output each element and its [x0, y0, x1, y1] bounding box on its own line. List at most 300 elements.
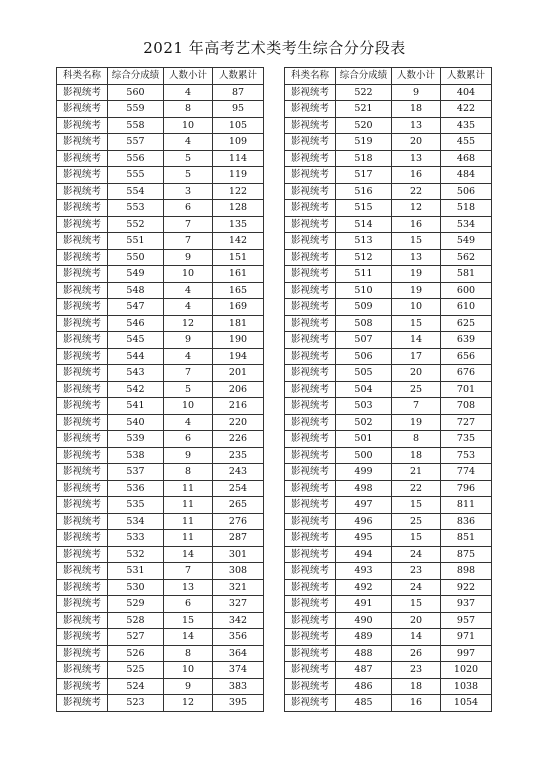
cell-score: 515: [336, 200, 392, 217]
cell-score: 534: [108, 513, 164, 530]
cell-count: 15: [392, 497, 441, 514]
cell-count: 5: [164, 150, 213, 167]
cell-cumulative: 151: [213, 249, 264, 266]
cell-score: 552: [108, 216, 164, 233]
cell-cumulative: 243: [213, 464, 264, 481]
cell-cumulative: 1038: [441, 678, 492, 695]
cell-count: 22: [392, 480, 441, 497]
cell-score: 490: [336, 612, 392, 629]
table-row: [57, 497, 264, 514]
cell-score: 499: [336, 464, 392, 481]
cell-count: 4: [164, 282, 213, 299]
cell-score: 491: [336, 596, 392, 613]
cell-count: 6: [164, 596, 213, 613]
cell-cumulative: 549: [441, 233, 492, 250]
cell-score: 551: [108, 233, 164, 250]
cell-count: 12: [164, 315, 213, 332]
cell-category: 影视统考: [57, 447, 108, 464]
cell-count: 8: [164, 101, 213, 118]
cell-count: 19: [392, 414, 441, 431]
cell-category: 影视统考: [285, 431, 336, 448]
table-row: [285, 381, 492, 398]
cell-category: 影视统考: [57, 381, 108, 398]
cell-score: 557: [108, 134, 164, 151]
table-row: [285, 695, 492, 712]
cell-count: 23: [392, 662, 441, 679]
table-row: [285, 200, 492, 217]
cell-count: 15: [392, 233, 441, 250]
cell-category: 影视统考: [57, 530, 108, 547]
table-row: [285, 365, 492, 382]
table-row: [285, 629, 492, 646]
cell-category: 影视统考: [57, 596, 108, 613]
table-row: [57, 612, 264, 629]
cell-cumulative: 656: [441, 348, 492, 365]
cell-score: 506: [336, 348, 392, 365]
table-row: [57, 167, 264, 184]
cell-count: 7: [392, 398, 441, 415]
table-row: [285, 150, 492, 167]
cell-cumulative: 708: [441, 398, 492, 415]
table-row: [285, 183, 492, 200]
cell-category: 影视统考: [285, 381, 336, 398]
cell-category: 影视统考: [285, 315, 336, 332]
table-row: [285, 645, 492, 662]
table-row: [285, 447, 492, 464]
table-row: [285, 612, 492, 629]
cell-count: 4: [164, 84, 213, 101]
cell-count: 11: [164, 530, 213, 547]
cell-cumulative: 922: [441, 579, 492, 596]
table-row: [285, 266, 492, 283]
table-row: [57, 546, 264, 563]
cell-count: 16: [392, 216, 441, 233]
cell-count: 4: [164, 414, 213, 431]
cell-score: 528: [108, 612, 164, 629]
cell-category: 影视统考: [285, 612, 336, 629]
table-row: [57, 629, 264, 646]
cell-category: 影视统考: [285, 645, 336, 662]
table-row: [285, 249, 492, 266]
cell-count: 11: [164, 497, 213, 514]
cell-category: 影视统考: [285, 117, 336, 134]
table-row: [57, 249, 264, 266]
cell-count: 18: [392, 101, 441, 118]
table-row: [285, 464, 492, 481]
cell-cumulative: 701: [441, 381, 492, 398]
cell-category: 影视统考: [57, 365, 108, 382]
cell-count: 11: [164, 480, 213, 497]
table-row: [57, 513, 264, 530]
cell-score: 502: [336, 414, 392, 431]
table-row: [57, 216, 264, 233]
cell-score: 548: [108, 282, 164, 299]
table-row: [57, 645, 264, 662]
cell-category: 影视统考: [285, 167, 336, 184]
cell-category: 影视统考: [57, 513, 108, 530]
cell-count: 21: [392, 464, 441, 481]
cell-category: 影视统考: [57, 216, 108, 233]
cell-score: 547: [108, 299, 164, 316]
cell-category: 影视统考: [57, 117, 108, 134]
cell-cumulative: 1020: [441, 662, 492, 679]
cell-category: 影视统考: [285, 282, 336, 299]
cell-count: 10: [164, 266, 213, 283]
table-row: [285, 117, 492, 134]
table-row: [57, 480, 264, 497]
cell-score: 558: [108, 117, 164, 134]
table-row: [57, 332, 264, 349]
cell-cumulative: 216: [213, 398, 264, 415]
cell-cumulative: 937: [441, 596, 492, 613]
cell-count: 9: [164, 332, 213, 349]
cell-category: 影视统考: [57, 414, 108, 431]
cell-count: 18: [392, 678, 441, 695]
header-count: 人数小计: [164, 68, 213, 85]
cell-category: 影视统考: [57, 348, 108, 365]
table-row: [285, 299, 492, 316]
table-row: [57, 398, 264, 415]
cell-category: 影视统考: [57, 398, 108, 415]
cell-score: 495: [336, 530, 392, 547]
cell-score: 508: [336, 315, 392, 332]
cell-count: 10: [392, 299, 441, 316]
cell-count: 25: [392, 513, 441, 530]
cell-count: 4: [164, 299, 213, 316]
cell-score: 496: [336, 513, 392, 530]
cell-category: 影视统考: [57, 266, 108, 283]
cell-category: 影视统考: [57, 563, 108, 580]
cell-cumulative: 181: [213, 315, 264, 332]
cell-category: 影视统考: [57, 282, 108, 299]
cell-category: 影视统考: [285, 497, 336, 514]
cell-cumulative: 321: [213, 579, 264, 596]
score-table-right: [284, 67, 492, 712]
cell-category: 影视统考: [57, 167, 108, 184]
cell-cumulative: 135: [213, 216, 264, 233]
cell-score: 519: [336, 134, 392, 151]
table-row: [57, 678, 264, 695]
cell-score: 556: [108, 150, 164, 167]
cell-category: 影视统考: [285, 216, 336, 233]
table-row: [57, 431, 264, 448]
cell-count: 24: [392, 579, 441, 596]
table-row: [57, 134, 264, 151]
table-row: [57, 414, 264, 431]
table-row: [57, 266, 264, 283]
cell-category: 影视统考: [57, 662, 108, 679]
table-row: [57, 563, 264, 580]
cell-category: 影视统考: [285, 101, 336, 118]
cell-category: 影视统考: [285, 266, 336, 283]
cell-count: 12: [392, 200, 441, 217]
cell-score: 507: [336, 332, 392, 349]
cell-cumulative: 235: [213, 447, 264, 464]
cell-count: 3: [164, 183, 213, 200]
cell-score: 510: [336, 282, 392, 299]
cell-cumulative: 265: [213, 497, 264, 514]
table-row: [285, 348, 492, 365]
cell-score: 538: [108, 447, 164, 464]
table-body: [57, 84, 264, 711]
cell-count: 9: [164, 447, 213, 464]
table-row: [285, 563, 492, 580]
cell-cumulative: 128: [213, 200, 264, 217]
cell-count: 14: [392, 332, 441, 349]
cell-score: 535: [108, 497, 164, 514]
cell-count: 9: [392, 84, 441, 101]
cell-cumulative: 301: [213, 546, 264, 563]
table-row: [57, 183, 264, 200]
cell-count: 22: [392, 183, 441, 200]
cell-cumulative: 114: [213, 150, 264, 167]
cell-score: 498: [336, 480, 392, 497]
cell-category: 影视统考: [285, 299, 336, 316]
cell-category: 影视统考: [285, 84, 336, 101]
cell-category: 影视统考: [57, 200, 108, 217]
cell-cumulative: 308: [213, 563, 264, 580]
cell-count: 10: [164, 662, 213, 679]
cell-score: 560: [108, 84, 164, 101]
table-row: [57, 150, 264, 167]
cell-cumulative: 226: [213, 431, 264, 448]
cell-cumulative: 1054: [441, 695, 492, 712]
cell-score: 553: [108, 200, 164, 217]
cell-cumulative: 201: [213, 365, 264, 382]
cell-count: 7: [164, 216, 213, 233]
cell-score: 500: [336, 447, 392, 464]
cell-cumulative: 122: [213, 183, 264, 200]
cell-category: 影视统考: [57, 332, 108, 349]
cell-count: 6: [164, 431, 213, 448]
cell-category: 影视统考: [57, 84, 108, 101]
table-row: [285, 596, 492, 613]
cell-score: 509: [336, 299, 392, 316]
cell-score: 485: [336, 695, 392, 712]
header-cumulative: 人数累计: [213, 68, 264, 85]
cell-cumulative: 796: [441, 480, 492, 497]
cell-score: 489: [336, 629, 392, 646]
cell-count: 26: [392, 645, 441, 662]
cell-score: 494: [336, 546, 392, 563]
cell-score: 559: [108, 101, 164, 118]
header-category: 科类名称: [285, 68, 336, 85]
cell-cumulative: 422: [441, 101, 492, 118]
cell-count: 16: [392, 167, 441, 184]
cell-cumulative: 119: [213, 167, 264, 184]
cell-category: 影视统考: [285, 629, 336, 646]
cell-cumulative: 534: [441, 216, 492, 233]
cell-score: 524: [108, 678, 164, 695]
cell-count: 8: [392, 431, 441, 448]
table-row: [57, 233, 264, 250]
cell-score: 497: [336, 497, 392, 514]
table-row: [57, 282, 264, 299]
cell-score: 522: [336, 84, 392, 101]
cell-score: 540: [108, 414, 164, 431]
cell-score: 486: [336, 678, 392, 695]
table-row: [285, 282, 492, 299]
cell-category: 影视统考: [285, 332, 336, 349]
cell-count: 16: [392, 695, 441, 712]
cell-category: 影视统考: [285, 398, 336, 415]
table-row: [285, 216, 492, 233]
cell-category: 影视统考: [285, 662, 336, 679]
header-category: 科类名称: [57, 68, 108, 85]
cell-cumulative: 161: [213, 266, 264, 283]
table-row: [285, 662, 492, 679]
header-score: 综合分成绩: [108, 68, 164, 85]
cell-category: 影视统考: [285, 365, 336, 382]
cell-count: 7: [164, 563, 213, 580]
cell-score: 545: [108, 332, 164, 349]
cell-cumulative: 356: [213, 629, 264, 646]
table-row: [57, 348, 264, 365]
cell-cumulative: 610: [441, 299, 492, 316]
cell-count: 10: [164, 117, 213, 134]
header-score: 综合分成绩: [336, 68, 392, 85]
cell-score: 504: [336, 381, 392, 398]
cell-category: 影视统考: [285, 596, 336, 613]
cell-category: 影视统考: [57, 678, 108, 695]
cell-score: 542: [108, 381, 164, 398]
cell-count: 14: [164, 546, 213, 563]
cell-category: 影视统考: [57, 134, 108, 151]
cell-cumulative: 404: [441, 84, 492, 101]
cell-cumulative: 774: [441, 464, 492, 481]
cell-category: 影视统考: [285, 348, 336, 365]
table-row: [57, 596, 264, 613]
cell-category: 影视统考: [285, 480, 336, 497]
table-row: [57, 101, 264, 118]
cell-category: 影视统考: [57, 315, 108, 332]
cell-count: 15: [164, 612, 213, 629]
cell-cumulative: 971: [441, 629, 492, 646]
cell-cumulative: 898: [441, 563, 492, 580]
cell-score: 533: [108, 530, 164, 547]
page-title: 2021 年高考艺术类考生综合分分段表: [143, 39, 406, 57]
cell-count: 20: [392, 612, 441, 629]
cell-cumulative: 506: [441, 183, 492, 200]
table-row: [285, 530, 492, 547]
cell-count: 24: [392, 546, 441, 563]
table-row: [57, 464, 264, 481]
cell-category: 影视统考: [57, 150, 108, 167]
cell-category: 影视统考: [57, 431, 108, 448]
cell-cumulative: 875: [441, 546, 492, 563]
cell-score: 516: [336, 183, 392, 200]
cell-category: 影视统考: [57, 612, 108, 629]
cell-score: 505: [336, 365, 392, 382]
table-row: [285, 546, 492, 563]
cell-cumulative: 997: [441, 645, 492, 662]
cell-score: 517: [336, 167, 392, 184]
table-row: [57, 579, 264, 596]
table-row: [285, 332, 492, 349]
cell-category: 影视统考: [57, 249, 108, 266]
cell-category: 影视统考: [57, 233, 108, 250]
cell-cumulative: 327: [213, 596, 264, 613]
table-row: [285, 233, 492, 250]
cell-cumulative: 518: [441, 200, 492, 217]
cell-score: 537: [108, 464, 164, 481]
cell-category: 影视统考: [285, 563, 336, 580]
table-row: [285, 480, 492, 497]
cell-cumulative: 87: [213, 84, 264, 101]
table-row: [57, 662, 264, 679]
cell-score: 530: [108, 579, 164, 596]
cell-score: 514: [336, 216, 392, 233]
cell-count: 5: [164, 381, 213, 398]
table-row: [57, 695, 264, 712]
cell-score: 523: [108, 695, 164, 712]
cell-count: 15: [392, 315, 441, 332]
cell-category: 影视统考: [57, 645, 108, 662]
cell-count: 8: [164, 464, 213, 481]
cell-category: 影视统考: [285, 464, 336, 481]
cell-score: 544: [108, 348, 164, 365]
cell-category: 影视统考: [285, 414, 336, 431]
cell-category: 影视统考: [285, 183, 336, 200]
cell-cumulative: 109: [213, 134, 264, 151]
cell-cumulative: 374: [213, 662, 264, 679]
cell-cumulative: 276: [213, 513, 264, 530]
header-cumulative: 人数累计: [441, 68, 492, 85]
cell-count: 4: [164, 134, 213, 151]
cell-category: 影视统考: [285, 695, 336, 712]
cell-cumulative: 254: [213, 480, 264, 497]
cell-cumulative: 169: [213, 299, 264, 316]
cell-cumulative: 206: [213, 381, 264, 398]
cell-cumulative: 468: [441, 150, 492, 167]
cell-category: 影视统考: [285, 678, 336, 695]
cell-score: 527: [108, 629, 164, 646]
cell-count: 11: [164, 513, 213, 530]
cell-count: 9: [164, 678, 213, 695]
cell-cumulative: 625: [441, 315, 492, 332]
cell-cumulative: 220: [213, 414, 264, 431]
table-row: [57, 200, 264, 217]
cell-count: 25: [392, 381, 441, 398]
cell-count: 14: [392, 629, 441, 646]
cell-score: 492: [336, 579, 392, 596]
cell-category: 影视统考: [57, 629, 108, 646]
cell-cumulative: 165: [213, 282, 264, 299]
cell-cumulative: 676: [441, 365, 492, 382]
cell-count: 23: [392, 563, 441, 580]
cell-score: 521: [336, 101, 392, 118]
cell-category: 影视统考: [285, 233, 336, 250]
table-row: [285, 84, 492, 101]
cell-score: 501: [336, 431, 392, 448]
cell-cumulative: 142: [213, 233, 264, 250]
cell-category: 影视统考: [285, 249, 336, 266]
cell-score: 525: [108, 662, 164, 679]
cell-score: 503: [336, 398, 392, 415]
cell-category: 影视统考: [285, 579, 336, 596]
cell-score: 554: [108, 183, 164, 200]
table-row: [285, 414, 492, 431]
cell-category: 影视统考: [285, 513, 336, 530]
cell-count: 15: [392, 596, 441, 613]
cell-score: 512: [336, 249, 392, 266]
header-row: [57, 68, 264, 85]
cell-count: 6: [164, 200, 213, 217]
cell-cumulative: 455: [441, 134, 492, 151]
cell-score: 529: [108, 596, 164, 613]
cell-cumulative: 194: [213, 348, 264, 365]
table-row: [57, 530, 264, 547]
